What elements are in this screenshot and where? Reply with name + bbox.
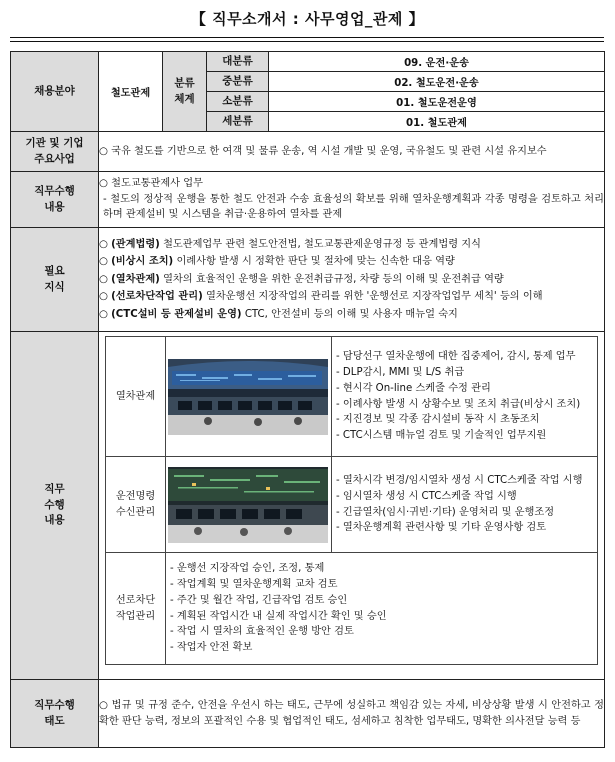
list-item: - 열차운행계획 관련사항 및 기타 운영사항 검토 <box>336 520 593 536</box>
system-label: 분류 체계 <box>163 52 207 132</box>
section-operation-order <box>106 457 598 553</box>
document-title: 【 직무소개서 : 사무영업_관제 】 <box>190 10 425 28</box>
list-item: - 작업 시 열차의 효율적인 운행 방안 검토 <box>170 624 593 640</box>
section-items <box>332 457 598 553</box>
control-room-photo-1 <box>166 337 332 457</box>
list-item: - 현시각 On-line 스케줄 수정 관리 <box>336 381 593 397</box>
title-rule-top <box>10 37 604 38</box>
section-items <box>166 553 598 665</box>
knowledge-list <box>99 228 605 332</box>
knowledge-item: ○ (열차관제) 열차의 효율적인 운행을 위한 운전취급규정, 차량 등의 이해 및 운전취급 역량 <box>99 273 504 285</box>
minor-category-label: 소분류 <box>207 92 269 112</box>
list-item: - 운행선 지장작업 승인, 조정, 통제 <box>170 561 593 577</box>
section-label: 선로차단 작업관리 <box>106 553 166 665</box>
job-description-table <box>10 51 605 748</box>
list-item: - 임시열차 생성 시 CTC스케줄 작업 시행 <box>336 489 593 505</box>
duty-text: ○ 철도교통관제사 업무 - 철도의 정상적 운행을 통한 철도 안전과 수송 효율성의 확보를 위해 열차운행계획과 각종 명령을 검토하고 처리하며 관제설비 및 시스템을 취급·운용하여 열차를 관제 <box>99 172 605 228</box>
area-value: 철도관제 <box>99 52 163 132</box>
list-item: - 지진경보 및 각종 감시설비 동작 시 초동조치 <box>336 412 593 428</box>
section-items <box>332 337 598 457</box>
title-rule-bottom <box>10 41 604 42</box>
list-item: - 작업자 안전 확보 <box>170 640 593 656</box>
business-label: 기관 및 기업 주요사업 <box>11 132 99 172</box>
minor-category-value: 01. 철도운전운영 <box>269 92 605 112</box>
middle-category-label: 중분류 <box>207 72 269 92</box>
control-room-image <box>168 359 328 435</box>
attitude-text: ○ 법규 및 규정 준수, 안전을 우선시 하는 태도, 근무에 성실하고 책임감 있는 자세, 비상상황 발생 시 안전하고 정확한 판단 능력, 정보의 포괄적인 수용 및 협업적인 태도, 섬세하고 침착한 업무태도, 명확한 의사전달 능력 등 <box>99 680 605 748</box>
section-label: 운전명령 수신관리 <box>106 457 166 553</box>
list-item: - 주간 및 월간 작업, 긴급작업 검토 승인 <box>170 593 593 609</box>
attitude-label: 직무수행 태도 <box>11 680 99 748</box>
detail-category-label: 세분류 <box>207 112 269 132</box>
list-item: - 담당선구 열차운행에 대한 집중제어, 감시, 통제 업무 <box>336 349 593 365</box>
knowledge-item: ○ (관계법령) 철도관제업무 관련 철도안전법, 철도교통관제운영규정 등 관계법령 지식 <box>99 239 481 251</box>
business-text: ○ 국유 철도를 기반으로 한 여객 및 물류 운송, 역 시설 개발 및 운영, 국유철도 및 관련 시설 유지보수 <box>99 132 605 172</box>
middle-category-value: 02. 철도운전·운송 <box>269 72 605 92</box>
performance-detail <box>99 332 605 680</box>
performance-subtable <box>105 336 598 665</box>
detail-category-value: 01. 철도관제 <box>269 112 605 132</box>
knowledge-item: ○ (선로차단작업 관리) 열차운행선 지장작업의 관리를 위한 '운행선로 지장작업업무 세칙' 등의 이해 <box>99 291 543 303</box>
control-room-image <box>168 467 328 543</box>
section-label: 열차관제 <box>106 337 166 457</box>
section-track-closure <box>106 553 598 665</box>
major-category-label: 대분류 <box>207 52 269 72</box>
list-item: - CTC시스템 매뉴얼 검토 및 기술적인 업무지원 <box>336 428 593 444</box>
knowledge-label: 필요 지식 <box>11 228 99 332</box>
section-train-control <box>106 337 598 457</box>
area-label: 채용분야 <box>11 52 99 132</box>
list-item: - 긴급열차(임시·귀빈·기타) 운영처리 및 운행조정 <box>336 505 593 521</box>
list-item: - 작업계획 및 열차운행계획 교차 검토 <box>170 577 593 593</box>
list-item: - 열차시각 변경/임시열차 생성 시 CTC스케줄 작업 시행 <box>336 473 593 489</box>
list-item: - 계획된 작업시간 내 실제 작업시간 확인 및 승인 <box>170 609 593 625</box>
control-room-photo-2 <box>166 457 332 553</box>
list-item: - DLP감시, MMI 및 L/S 취급 <box>336 365 593 381</box>
knowledge-item: ○ (비상시 조치) 이례사항 발생 시 정확한 판단 및 절차에 맞는 신속한 대응 역량 <box>99 256 455 268</box>
duty-label: 직무수행 내용 <box>11 172 99 228</box>
performance-label: 직무 수행 내용 <box>11 332 99 680</box>
list-item: - 이례사항 발생 시 상황수보 및 조치 취급(비상시 조치) <box>336 397 593 413</box>
major-category-value: 09. 운전·운송 <box>269 52 605 72</box>
knowledge-item: ○ (CTC설비 등 관제설비 운영) CTC, 안전설비 등의 이해 및 사용자 매뉴얼 숙지 <box>99 308 458 320</box>
